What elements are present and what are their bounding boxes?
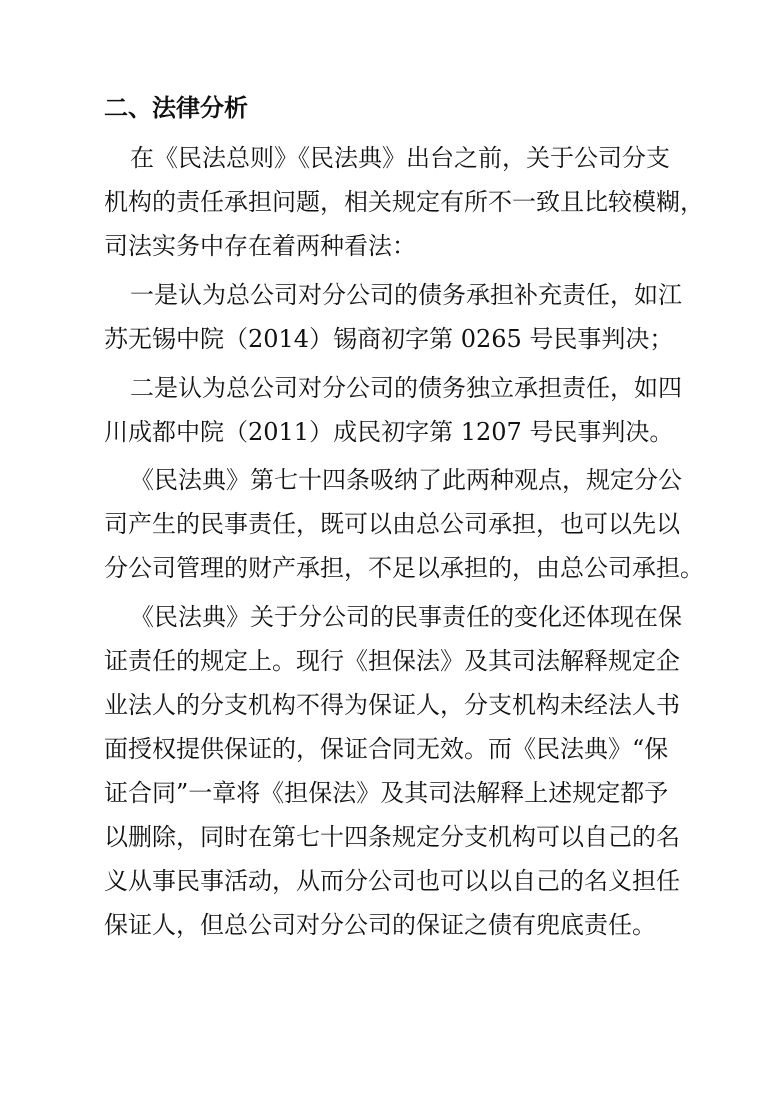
paragraph-4-line-2: 司产生的民事责任，既可以由总公司承担，也可以先以 bbox=[104, 510, 680, 538]
paragraph-3-line-1: 二是认为总公司对分公司的债务独立承担责任，如四 bbox=[130, 374, 682, 402]
paragraph-4-line-1: 《民法典》第七十四条吸纳了此两种观点，规定分公 bbox=[130, 466, 682, 494]
paragraph-1-line-1: 在《民法总则》《民法典》出台之前，关于公司分支 bbox=[130, 144, 670, 172]
paragraph-3-line-2: 川成都中院（2011）成民初字第 1207 号民事判决。 bbox=[104, 418, 674, 446]
paragraph-2-line-1: 一是认为总公司对分公司的债务承担补充责任，如江 bbox=[130, 281, 682, 309]
paragraph-5-line-4: 面授权提供保证的，保证合同无效。而《民法典》“保 bbox=[104, 735, 669, 763]
paragraph-5-line-1: 《民法典》关于分公司的民事责任的变化还体现在保 bbox=[130, 603, 682, 631]
paragraph-5-line-5: 证合同”一章将《担保法》及其司法解释上述规定都予 bbox=[104, 779, 669, 807]
paragraph-5-line-8: 保证人，但总公司对分公司的保证之债有兜底责任。 bbox=[104, 911, 656, 939]
paragraph-5-line-6: 以删除，同时在第七十四条规定分支机构可以自己的名 bbox=[104, 823, 680, 851]
paragraph-5-line-3: 业法人的分支机构不得为保证人，分支机构未经法人书 bbox=[104, 691, 680, 719]
paragraph-5-line-7: 义从事民事活动，从而分公司也可以以自己的名义担任 bbox=[104, 867, 680, 895]
paragraph-1-line-2: 机构的责任承担问题，相关规定有所不一致且比较模糊， bbox=[104, 188, 704, 216]
paragraph-1-line-3: 司法实务中存在着两种看法： bbox=[104, 232, 416, 260]
section-heading: 二、法律分析 bbox=[104, 94, 248, 122]
paragraph-2-line-2: 苏无锡中院（2014）锡商初字第 0265 号民事判决； bbox=[104, 325, 674, 353]
paragraph-4-line-3: 分公司管理的财产承担，不足以承担的，由总公司承担。 bbox=[104, 554, 704, 582]
paragraph-5-line-2: 证责任的规定上。现行《担保法》及其司法解释规定企 bbox=[104, 647, 680, 675]
